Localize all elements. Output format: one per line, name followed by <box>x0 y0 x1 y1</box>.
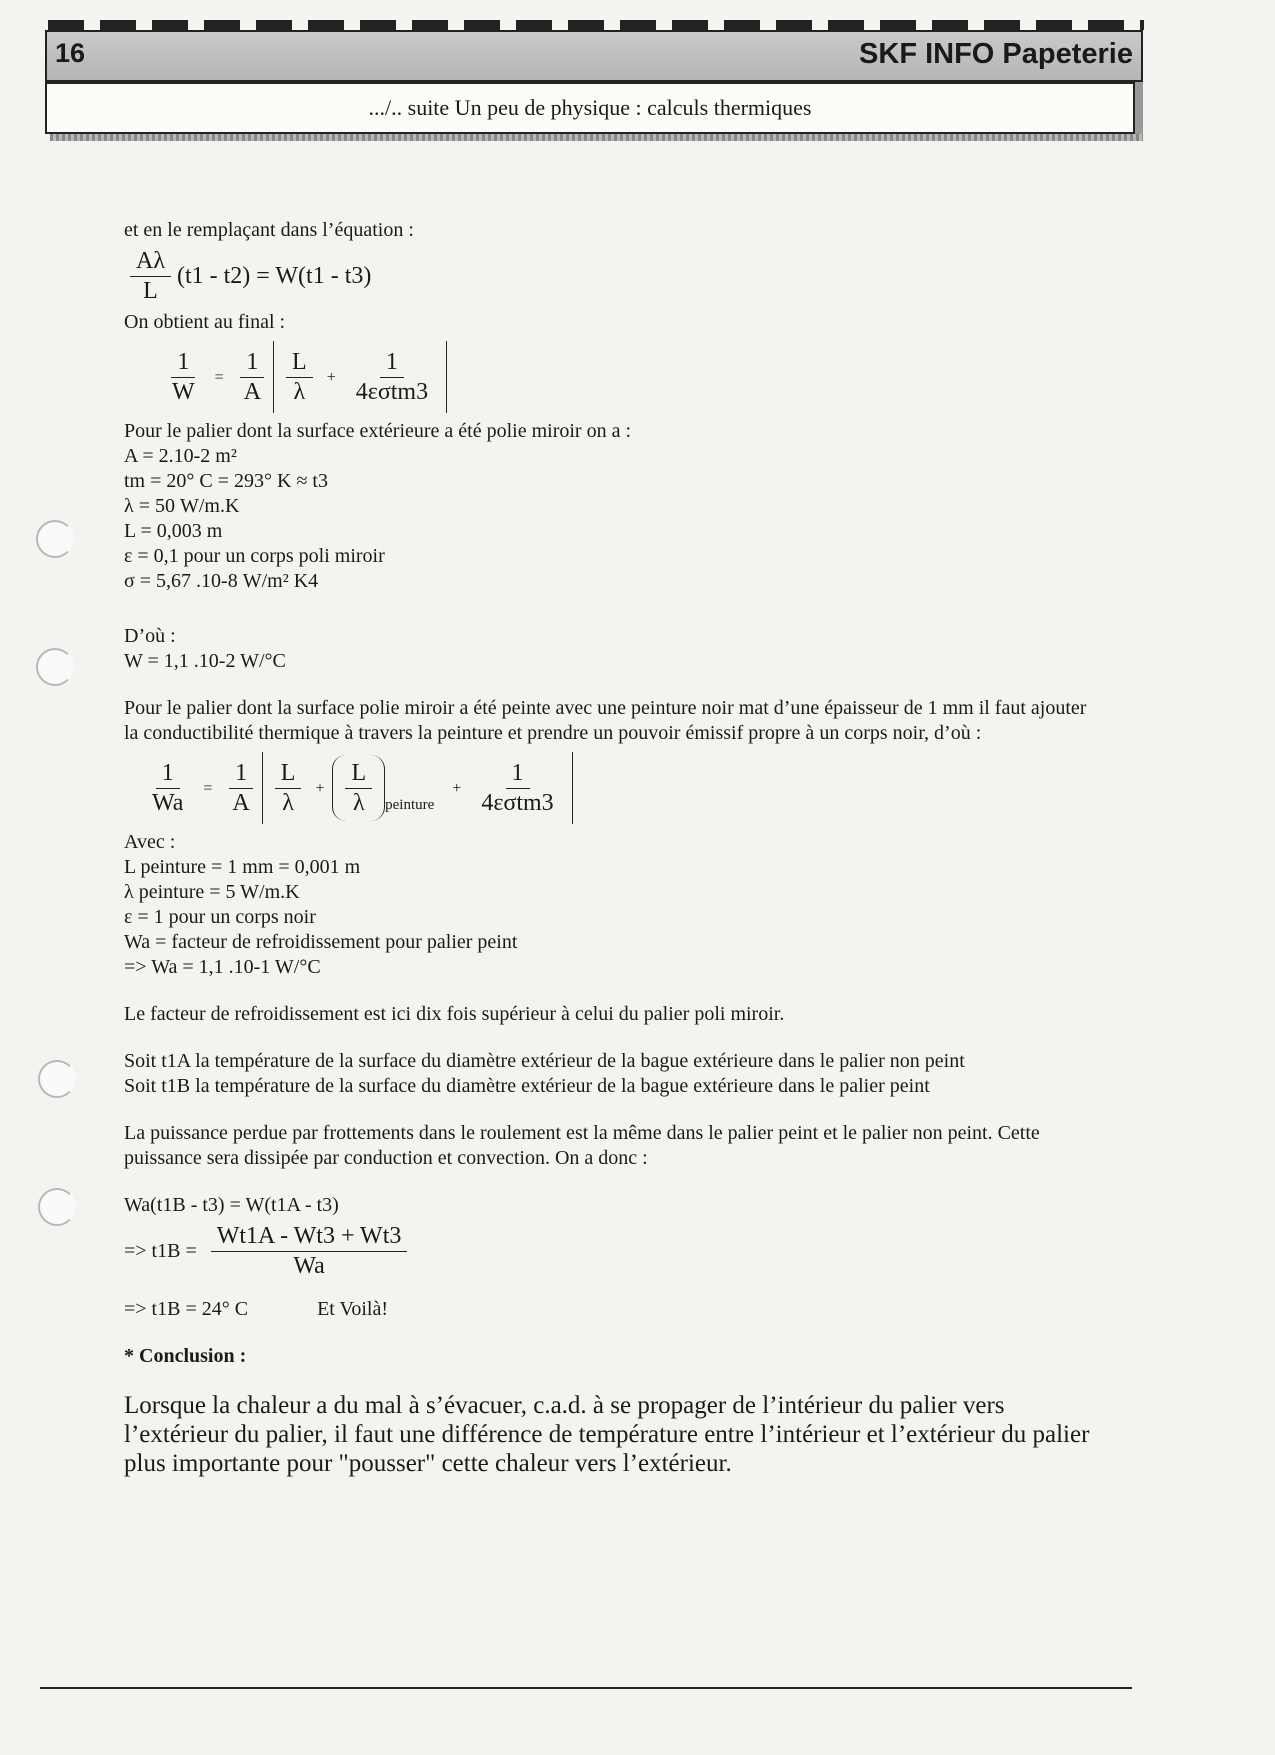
paragraph: Avec : <box>124 831 176 853</box>
equation-line: Wa(t1B - t3) = W(t1A - t3) <box>124 1194 339 1216</box>
paren-group <box>332 755 385 821</box>
denominator: Wa <box>293 1253 325 1279</box>
denominator: A <box>232 789 250 816</box>
subtitle-shadow-right <box>1135 82 1143 140</box>
denominator: λ <box>352 789 365 816</box>
numerator: 1 <box>506 761 530 789</box>
list-item: λ peinture = 5 W/m.K <box>124 881 300 903</box>
binder-hole-icon <box>36 648 74 686</box>
equals-sign: = <box>214 368 224 386</box>
formula-rhs: (t1 - t2) = W(t1 - t3) <box>176 263 372 289</box>
brand-title: SKF INFO Papeterie <box>859 38 1133 70</box>
result-line <box>124 1297 1099 1322</box>
list-item: Wa = facteur de refroidissement pour palier peint <box>124 931 518 953</box>
list-item: ε = 0,1 pour un corps poli miroir <box>124 545 385 567</box>
header-dash-border <box>48 20 1144 30</box>
paragraph: La puissance perdue par frottements dans le roulement est la même dans le palier peint et le palier non peint. Cette puissance sera dissipée par conduction et convection. On a donc : <box>124 1122 1040 1169</box>
denominator: 4εσtm3 <box>481 789 554 816</box>
numerator: 1 <box>229 761 253 789</box>
numerator: Wt1A - Wt3 + Wt3 <box>211 1224 408 1252</box>
numerator: 1 <box>156 761 180 789</box>
fraction <box>238 350 267 405</box>
denominator: 4εσtm3 <box>355 378 429 405</box>
page-content <box>124 218 1099 1478</box>
formula-1 <box>124 249 1099 304</box>
result-line: W = 1,1 .10-2 W/°C <box>124 650 286 672</box>
paragraph: Pour le palier dont la surface extérieure a été polie miroir on a : <box>124 420 632 442</box>
numerator: L <box>275 761 302 789</box>
section-subtitle: .../.. suite Un peu de physique : calculs thermiques <box>45 82 1135 134</box>
denominator: λ <box>282 789 294 816</box>
formula-3 <box>140 752 1099 824</box>
denominator: λ <box>293 378 306 405</box>
bracket-group <box>273 341 447 413</box>
fraction <box>146 761 189 816</box>
list-item: tm = 20° C = 293° K ≈ t3 <box>124 470 328 492</box>
list-item: L = 0,003 m <box>124 520 223 542</box>
conclusion-text: Lorsque la chaleur a du mal à s’évacuer, c.a.d. à se propager de l’intérieur du palier vers l’extérieur du palier, il faut une différence de température entre l’intérieur et l’extérieur du palier plus importante pour "pousser" cette chaleur vers l’extérieur. <box>124 1392 1090 1477</box>
numerator: L <box>345 761 372 789</box>
numerator: 1 <box>380 350 404 378</box>
parameter-list <box>124 855 1099 980</box>
list-item: σ = 5,67 .10-8 W/m² K4 <box>124 570 319 592</box>
denominator: L <box>143 278 158 304</box>
fraction <box>350 350 434 405</box>
fraction <box>130 249 171 304</box>
fraction <box>166 350 201 405</box>
binder-hole-icon <box>36 520 74 558</box>
binder-hole-icon <box>38 1060 76 1098</box>
conclusion-heading: * Conclusion : <box>124 1345 247 1367</box>
paragraph: Le facteur de refroidissement est ici dix fois supérieur à celui du palier poli miroir. <box>124 1003 785 1025</box>
list-item: => Wa = 1,1 .10-1 W/°C <box>124 956 321 978</box>
fraction <box>475 761 559 816</box>
binder-hole-icon <box>38 1188 76 1226</box>
paragraph: D’où : <box>124 625 176 647</box>
fraction <box>226 761 255 816</box>
plus-sign: + <box>315 779 325 797</box>
list-item: L peinture = 1 mm = 0,001 m <box>124 856 361 878</box>
list-item: λ = 50 W/m.K <box>124 495 240 517</box>
numerator: Aλ <box>130 249 171 277</box>
numerator: L <box>286 350 313 378</box>
numerator: 1 <box>240 350 264 378</box>
plus-sign: + <box>326 368 336 386</box>
header-bar <box>45 30 1143 82</box>
subscript-label: peinture <box>385 797 435 813</box>
formula-lhs: => t1B = <box>124 1240 197 1262</box>
paragraph: Pour le palier dont la surface polie miroir a été peinte avec une peinture noir mat d’une épaisseur de 1 mm il faut ajouter la conductibilité thermique à travers la peinture et prendre un pouvoir émissif propre à un corps noir, d’où : <box>124 697 1087 744</box>
fraction <box>286 350 313 405</box>
fraction <box>345 761 372 816</box>
fraction <box>275 761 302 816</box>
subtitle-shadow-bottom <box>50 134 1143 141</box>
formula-4 <box>124 1224 1099 1279</box>
fraction <box>211 1224 408 1279</box>
bracket-group <box>262 752 573 824</box>
list-item: A = 2.10-2 m² <box>124 445 237 467</box>
paragraph: Soit t1A la température de la surface du diamètre extérieur de la bague extérieure dans le palier non peint <box>124 1050 965 1072</box>
denominator: W <box>172 378 195 405</box>
equals-sign: = <box>203 779 213 797</box>
paragraph: et en le remplaçant dans l’équation : <box>124 219 414 241</box>
bottom-rule <box>40 1687 1132 1689</box>
result-value: => t1B = 24° C <box>124 1298 249 1320</box>
page-number: 16 <box>55 38 86 68</box>
denominator: A <box>243 378 262 405</box>
formula-2 <box>160 341 1099 413</box>
denominator: Wa <box>152 789 184 816</box>
parameter-list <box>124 444 1099 594</box>
paragraph: On obtient au final : <box>124 311 286 333</box>
numerator: 1 <box>171 350 195 378</box>
exclamation-text: Et Voilà! <box>317 1298 389 1320</box>
plus-sign: + <box>452 779 462 797</box>
list-item: ε = 1 pour un corps noir <box>124 906 316 928</box>
paragraph: Soit t1B la température de la surface du diamètre extérieur de la bague extérieure dans le palier peint <box>124 1075 930 1097</box>
